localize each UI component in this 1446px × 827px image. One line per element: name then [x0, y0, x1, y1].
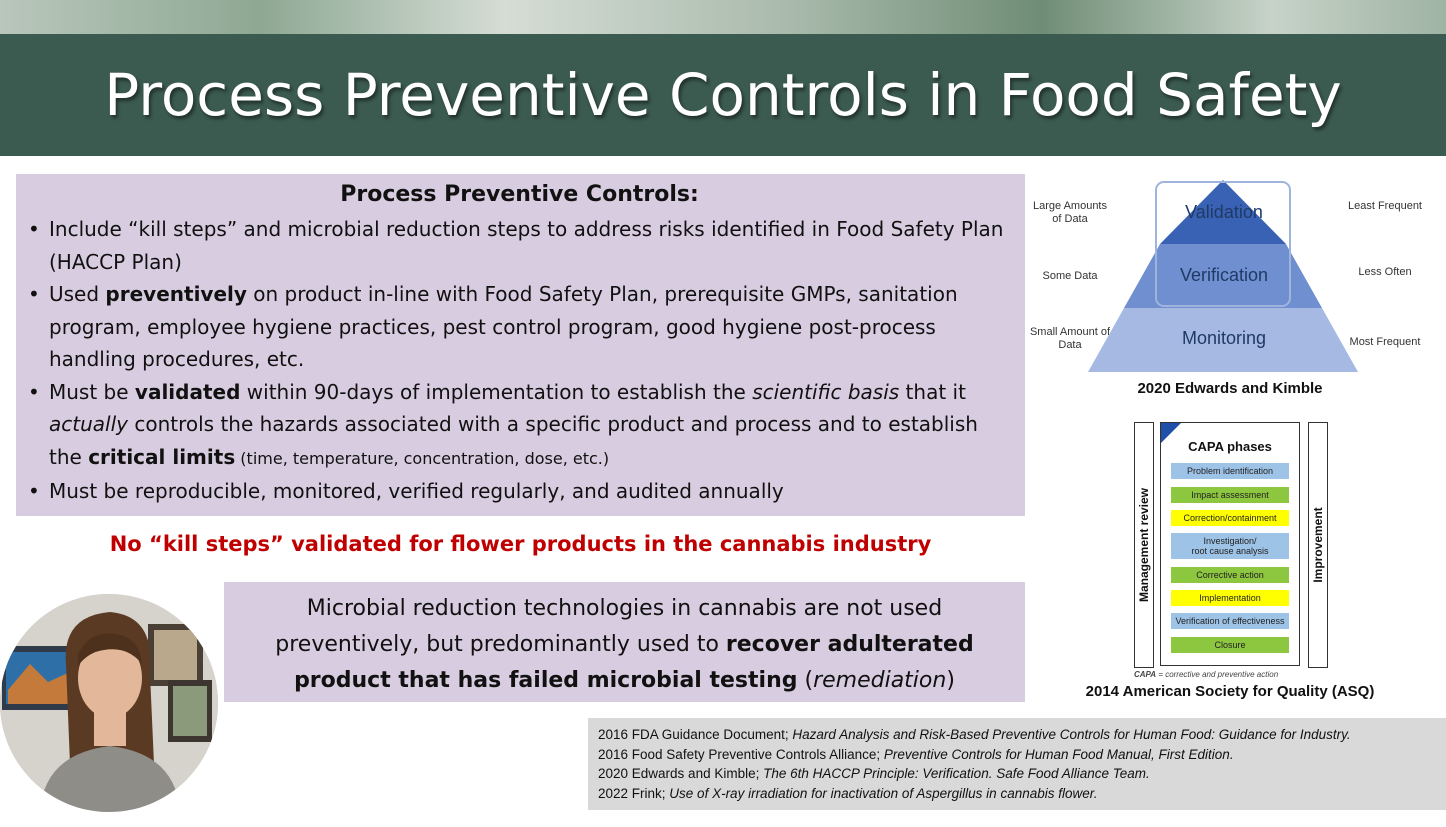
capa-step: Corrective action [1171, 567, 1289, 583]
bold-validated: validated [134, 379, 241, 404]
bullet-text: Must be [49, 379, 135, 404]
reference-source: 2016 Food Safety Preventive Controls Alliance; [598, 746, 884, 762]
capa-title: CAPA phases [1188, 439, 1272, 454]
reference-source: 2016 FDA Guidance Document; [598, 727, 793, 742]
reference-source: 2020 Edwards and Kimble; [598, 766, 764, 781]
capa-step: Problem identification [1171, 463, 1289, 479]
warning-text: No “kill steps” validated for flower products in the cannabis industry [109, 532, 932, 556]
critical-limits-note: (time, temperature, concentration, dose, etc.) [235, 448, 610, 468]
left-label-small-data: Small Amount of Data [1029, 326, 1111, 351]
capa-step: Implementation [1171, 590, 1289, 606]
capa-step: Verification of effectiveness [1171, 613, 1289, 629]
presenter-webcam [0, 594, 218, 812]
reference-title: Use of X-ray irradiation for inactivation of Aspergillus in cannabis flower. [669, 785, 1098, 801]
capa-step: Investigation/ root cause analysis [1171, 533, 1289, 559]
remediation-box [224, 582, 1025, 702]
remediation-text: ( [797, 668, 814, 693]
remediation-text: ) [946, 668, 955, 693]
right-label-least-frequent: Least Frequent [1348, 200, 1422, 212]
pyramid-caption: 2020 Edwards and Kimble [1137, 380, 1323, 397]
reference-source: 2022 Frink; [598, 785, 670, 801]
bullet-text: controls the hazards associated with a specific product and process and to establish the [49, 412, 978, 469]
presenter-video-frame [0, 594, 218, 812]
capa-phases-panel [1160, 422, 1300, 666]
reference-title: Preventive Controls for Human Food Manual, First Edition. [883, 746, 1234, 762]
capa-footnote [1134, 670, 1328, 679]
improvement-label: Improvement [1311, 507, 1325, 583]
italic-scientific-basis: scientific basis [752, 379, 900, 404]
corner-triangle-icon [1161, 423, 1181, 443]
capa-step: Closure [1171, 637, 1289, 653]
bullet-text: Include “kill steps” and microbial reduction steps to address risks identified in Food Safety Plan (HACCP Plan) [49, 217, 1004, 274]
bullet-text: Must be reproducible, monitored, verified regularly, and audited annually [49, 479, 784, 503]
capa-diagram [1134, 422, 1328, 684]
process-controls-box [16, 174, 1025, 516]
references-box [588, 718, 1446, 810]
italic-actually: actually [49, 412, 128, 436]
pyramid-label-verification: Verification [1179, 265, 1269, 285]
left-label-large-data: Large Amounts of Data [1033, 200, 1107, 225]
management-review-column [1134, 422, 1154, 668]
left-label-some-data: Some Data [1042, 270, 1098, 282]
pyramid-label-validation: Validation [1185, 202, 1263, 222]
capa-footnote-text: = corrective and preventive action [1156, 670, 1279, 679]
bullet-text: on product in-line with Food Safety Plan, prerequisite GMPs, sanitation program, employee hygiene practices, pest control program, good hygiene post-process handling procedures, etc. [49, 282, 958, 371]
bullet-used-preventively [26, 278, 1013, 376]
background-foliage-strip [0, 0, 1446, 34]
capa-footnote-abbr: CAPA [1134, 670, 1157, 679]
bold-recover-adulterated: recover adulterated product that has failed microbial testing [294, 632, 974, 693]
reference-line [598, 725, 1436, 745]
capa-caption: 2014 American Society for Quality (ASQ) [1085, 683, 1375, 700]
bullet-list [26, 213, 1013, 508]
management-review-label: Management review [1137, 487, 1151, 603]
italic-remediation: remediation [813, 668, 947, 693]
reference-title: The 6th HACCP Principle: Verification. Safe Food Alliance Team. [763, 766, 1150, 781]
right-label-less-often: Less Often [1358, 266, 1412, 278]
improvement-column [1308, 422, 1328, 668]
pyramid-label-monitoring: Monitoring [1181, 328, 1267, 348]
remediation-text: Microbial reduction technologies in cannabis are not used preventively, but predominantly used to [275, 596, 943, 657]
bullet-kill-steps [26, 213, 1013, 278]
bullet-text: that it [899, 379, 966, 404]
reference-line [598, 764, 1436, 784]
bold-preventively: preventively [105, 282, 247, 306]
title-bar [0, 34, 1446, 156]
box-heading: Process Preventive Controls: [340, 182, 699, 207]
reference-line [598, 784, 1436, 804]
slide-title: Process Preventive Controls in Food Safety [104, 61, 1342, 129]
bold-critical-limits: critical limits [88, 444, 236, 469]
bullet-text: Used [49, 282, 106, 306]
capa-step: Impact assessment [1171, 487, 1289, 503]
reference-title: Hazard Analysis and Risk-Based Preventive Controls for Human Food: Guidance for Industry. [792, 727, 1351, 742]
capa-step: Correction/containment [1171, 510, 1289, 526]
bullet-text: within 90-days of implementation to establish the [240, 379, 753, 404]
bullet-validated [26, 376, 1013, 476]
reference-line [598, 745, 1436, 765]
bullet-reproducible [26, 475, 1013, 508]
right-label-most-frequent: Most Frequent [1349, 336, 1421, 348]
